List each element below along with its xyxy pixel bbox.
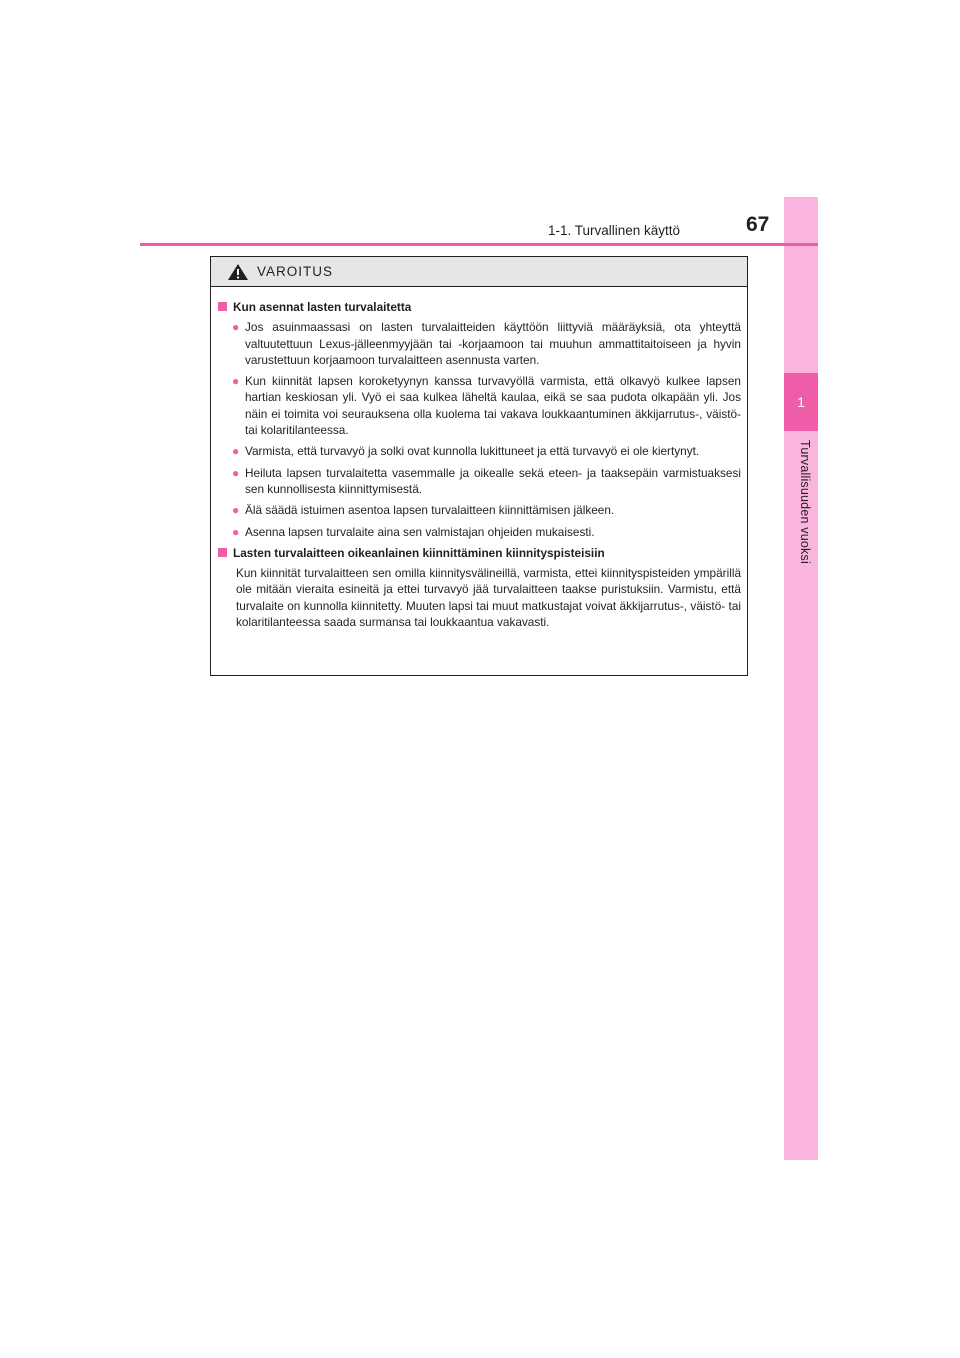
page-number: 67: [746, 213, 770, 236]
square-bullet-icon: [218, 300, 229, 311]
side-tab: [784, 197, 818, 1160]
section-paragraph: Kun kiinnität turvalaitteen sen omilla kiinnitysvälineillä, varmista, ettei kiinnityspisteiden ympärillä ole mitään vieraita esineitä ja ettei turvavyö jää turvalaitteen taakse puristuksiin. Varmistu, että turvalaite on kunnolla kiinnitetty. Muuten lapsi tai muut matkustajat voivat äkkijarrutus-, väistö- tai kolaritilanteessa saada surmansa tai loukkaantua vakavasti.: [236, 566, 741, 630]
warning-body: [211, 287, 747, 630]
bullet-icon: ●: [232, 444, 240, 459]
chapter-label: Turvallisuuden vuoksi: [798, 440, 812, 564]
list-item: ● Asenna lapsen turvalaite aina sen valmistajan ohjeiden mukaisesti.: [232, 524, 595, 539]
bullet-icon: ●: [232, 320, 240, 335]
bullet-icon: ●: [232, 524, 240, 539]
warning-title: VAROITUS: [257, 264, 334, 279]
warning-header: [211, 257, 747, 287]
section-heading: Lasten turvalaitteen oikeanlainen kiinnittäminen kiinnityspisteisiin: [218, 545, 741, 561]
list-item: ● Jos asuinmaassasi on lasten turvalaitteiden käyttöön liittyviä määräyksiä, ota yhteyttä valtuutettuun Lexus-jälleenmyyjään tai -korjaamoon tai muuhun ammattitaitoiseen ja hyvin varustettuun korjaamoon turvalaitteen asennusta varten.: [232, 320, 741, 367]
square-bullet-icon: [218, 546, 229, 557]
list-item: ● Älä säädä istuimen asentoa lapsen turvalaitteen kiinnittämisen jälkeen.: [232, 503, 615, 518]
section-heading: Kun asennat lasten turvalaitetta: [218, 299, 741, 315]
list-item: ● Kun kiinnität lapsen koroketyynyn kanssa turvavyöllä varmista, että olkavyö kulkee lapsen hartian keskiosan yli. Vyö ei saa kulkea läheltä kaulaa, eikä se saa pudota olkapään yli. Jos näin ei toimita voi seurauksena olla kuolema tai vakava loukkaantuminen äkkijarrutus-, väistö- tai kolaritilanteessa.: [232, 374, 741, 438]
section-title: 1-1. Turvallinen käyttö: [548, 223, 681, 238]
warning-triangle-icon: [227, 263, 249, 281]
warning-box: [210, 256, 748, 676]
bullet-icon: ●: [232, 503, 240, 518]
header-divider: [140, 243, 818, 246]
bullet-icon: ●: [232, 374, 240, 389]
bullet-icon: ●: [232, 465, 240, 480]
list-item: ● Heiluta lapsen turvalaitetta vasemmalle ja oikealle sekä eteen- ja taaksepäin varmistuaksesi sen kunnollisesta kiinnittymisestä.: [232, 465, 741, 496]
chapter-number-tab: 1: [784, 373, 818, 431]
list-item: ● Varmista, että turvavyö ja solki ovat kunnolla lukittuneet ja että turvavyö ei ole kiertynyt.: [232, 444, 700, 459]
